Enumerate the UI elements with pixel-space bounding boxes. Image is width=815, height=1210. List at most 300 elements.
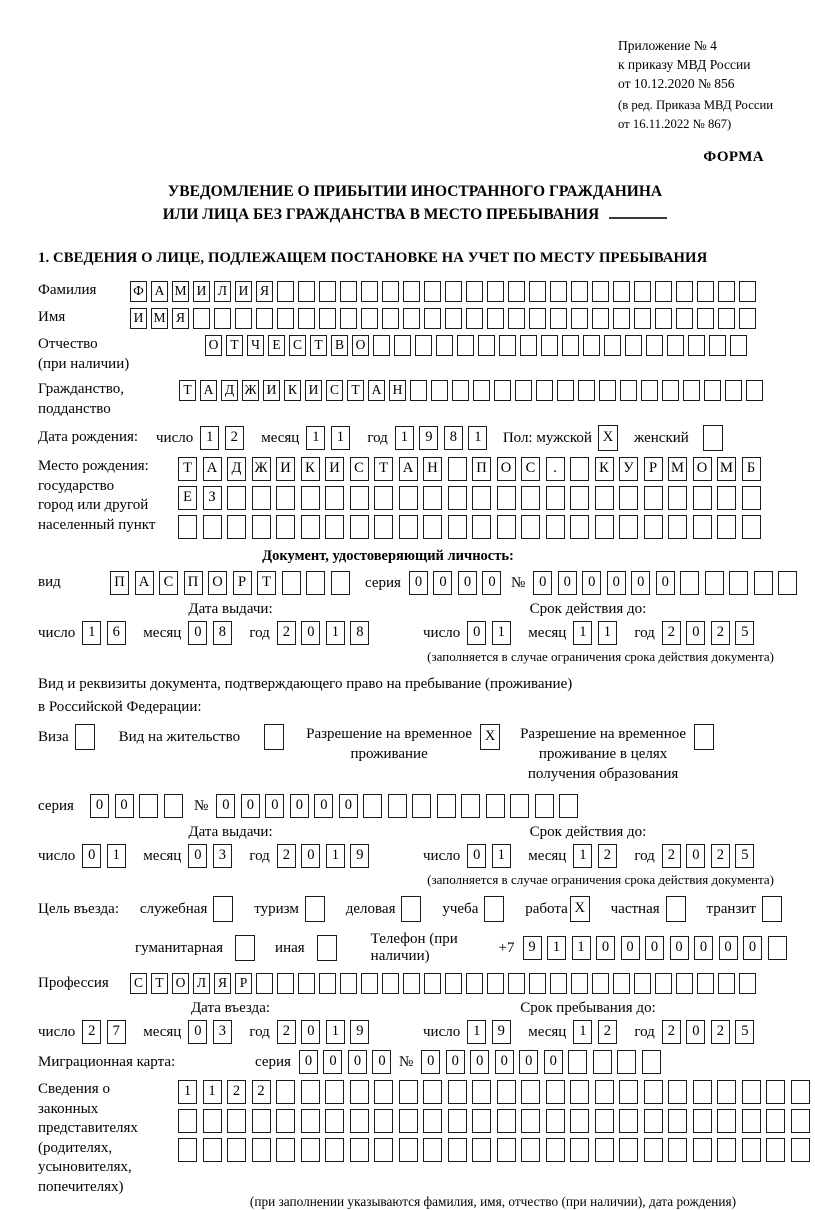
- char-cell[interactable]: 2: [662, 621, 681, 645]
- char-cell[interactable]: [374, 515, 393, 539]
- char-cell[interactable]: Е: [178, 486, 197, 510]
- char-cell[interactable]: [550, 281, 567, 302]
- char-cell[interactable]: 1: [573, 844, 592, 868]
- char-cell[interactable]: [227, 486, 246, 510]
- char-cell[interactable]: [592, 281, 609, 302]
- char-cell[interactable]: 0: [323, 1050, 342, 1074]
- char-cell[interactable]: Т: [226, 335, 243, 356]
- purpose-study-checkbox[interactable]: [484, 896, 504, 922]
- char-cell[interactable]: 0: [301, 844, 320, 868]
- char-cell[interactable]: [730, 335, 747, 356]
- char-cell[interactable]: [595, 1138, 614, 1162]
- char-cell[interactable]: [571, 308, 588, 329]
- char-cell[interactable]: [619, 1138, 638, 1162]
- char-cell[interactable]: [521, 1109, 540, 1133]
- char-cell[interactable]: Т: [178, 457, 197, 481]
- char-cell[interactable]: 8: [444, 426, 463, 450]
- char-cell[interactable]: [546, 1138, 565, 1162]
- char-cell[interactable]: [693, 1080, 712, 1104]
- char-cell[interactable]: О: [205, 335, 222, 356]
- char-cell[interactable]: [424, 973, 441, 994]
- char-cell[interactable]: П: [472, 457, 491, 481]
- char-cell[interactable]: [423, 486, 442, 510]
- char-cell[interactable]: 0: [241, 794, 260, 818]
- char-cell[interactable]: 2: [662, 844, 681, 868]
- char-cell[interactable]: [508, 973, 525, 994]
- char-cell[interactable]: 6: [107, 621, 126, 645]
- char-cell[interactable]: [350, 515, 369, 539]
- purpose-private-checkbox[interactable]: [666, 896, 686, 922]
- char-cell[interactable]: [739, 281, 756, 302]
- char-cell[interactable]: [403, 973, 420, 994]
- char-cell[interactable]: 8: [213, 621, 232, 645]
- char-cell[interactable]: [424, 308, 441, 329]
- char-cell[interactable]: [570, 1138, 589, 1162]
- char-cell[interactable]: [374, 1080, 393, 1104]
- char-cell[interactable]: 0: [188, 621, 207, 645]
- char-cell[interactable]: 0: [314, 794, 333, 818]
- char-cell[interactable]: [276, 515, 295, 539]
- char-cell[interactable]: [704, 380, 721, 401]
- char-cell[interactable]: .: [546, 457, 565, 481]
- char-cell[interactable]: [536, 380, 553, 401]
- char-cell[interactable]: 3: [213, 844, 232, 868]
- char-cell[interactable]: [276, 1138, 295, 1162]
- char-cell[interactable]: 1: [572, 936, 591, 960]
- char-cell[interactable]: [619, 1109, 638, 1133]
- char-cell[interactable]: 2: [711, 844, 730, 868]
- char-cell[interactable]: В: [331, 335, 348, 356]
- char-cell[interactable]: 1: [331, 426, 350, 450]
- char-cell[interactable]: 3: [213, 1020, 232, 1044]
- char-cell[interactable]: [497, 515, 516, 539]
- char-cell[interactable]: Т: [179, 380, 196, 401]
- char-cell[interactable]: [331, 571, 350, 595]
- char-cell[interactable]: О: [352, 335, 369, 356]
- char-cell[interactable]: [448, 457, 467, 481]
- char-cell[interactable]: [301, 486, 320, 510]
- char-cell[interactable]: [613, 281, 630, 302]
- char-cell[interactable]: [277, 281, 294, 302]
- char-cell[interactable]: [203, 1109, 222, 1133]
- char-cell[interactable]: [497, 1109, 516, 1133]
- char-cell[interactable]: [697, 973, 714, 994]
- char-cell[interactable]: [693, 1138, 712, 1162]
- char-cell[interactable]: [399, 486, 418, 510]
- char-cell[interactable]: С: [159, 571, 178, 595]
- char-cell[interactable]: 0: [265, 794, 284, 818]
- char-cell[interactable]: 1: [573, 621, 592, 645]
- char-cell[interactable]: [644, 1109, 663, 1133]
- char-cell[interactable]: [693, 486, 712, 510]
- char-cell[interactable]: [214, 308, 231, 329]
- char-cell[interactable]: [742, 1109, 761, 1133]
- char-cell[interactable]: Т: [310, 335, 327, 356]
- char-cell[interactable]: 0: [533, 571, 552, 595]
- char-cell[interactable]: 0: [621, 936, 640, 960]
- char-cell[interactable]: П: [110, 571, 129, 595]
- char-cell[interactable]: [557, 380, 574, 401]
- char-cell[interactable]: [742, 515, 761, 539]
- char-cell[interactable]: О: [208, 571, 227, 595]
- char-cell[interactable]: [592, 308, 609, 329]
- char-cell[interactable]: И: [325, 457, 344, 481]
- char-cell[interactable]: [235, 308, 252, 329]
- char-cell[interactable]: [529, 281, 546, 302]
- char-cell[interactable]: И: [276, 457, 295, 481]
- char-cell[interactable]: [252, 1138, 271, 1162]
- char-cell[interactable]: 0: [188, 844, 207, 868]
- char-cell[interactable]: М: [717, 457, 736, 481]
- char-cell[interactable]: [256, 973, 273, 994]
- char-cell[interactable]: А: [200, 380, 217, 401]
- char-cell[interactable]: [494, 380, 511, 401]
- char-cell[interactable]: [472, 486, 491, 510]
- char-cell[interactable]: [546, 486, 565, 510]
- char-cell[interactable]: [791, 1109, 810, 1133]
- char-cell[interactable]: 2: [82, 1020, 101, 1044]
- char-cell[interactable]: 1: [598, 621, 617, 645]
- char-cell[interactable]: 2: [711, 621, 730, 645]
- char-cell[interactable]: С: [350, 457, 369, 481]
- char-cell[interactable]: 1: [573, 1020, 592, 1044]
- char-cell[interactable]: М: [172, 281, 189, 302]
- char-cell[interactable]: О: [693, 457, 712, 481]
- char-cell[interactable]: [276, 486, 295, 510]
- char-cell[interactable]: [570, 457, 589, 481]
- char-cell[interactable]: К: [595, 457, 614, 481]
- char-cell[interactable]: [325, 486, 344, 510]
- char-cell[interactable]: [559, 794, 578, 818]
- char-cell[interactable]: [644, 1080, 663, 1104]
- purpose-tourism-checkbox[interactable]: [305, 896, 325, 922]
- char-cell[interactable]: 9: [419, 426, 438, 450]
- char-cell[interactable]: [298, 308, 315, 329]
- char-cell[interactable]: [325, 1080, 344, 1104]
- char-cell[interactable]: С: [521, 457, 540, 481]
- char-cell[interactable]: [515, 380, 532, 401]
- char-cell[interactable]: [746, 380, 763, 401]
- char-cell[interactable]: [568, 1050, 587, 1074]
- char-cell[interactable]: [298, 281, 315, 302]
- char-cell[interactable]: П: [184, 571, 203, 595]
- char-cell[interactable]: [655, 281, 672, 302]
- char-cell[interactable]: [497, 1138, 516, 1162]
- char-cell[interactable]: Ж: [252, 457, 271, 481]
- sex-male-checkbox[interactable]: X: [598, 425, 618, 451]
- char-cell[interactable]: [448, 515, 467, 539]
- char-cell[interactable]: 0: [216, 794, 235, 818]
- char-cell[interactable]: [203, 1138, 222, 1162]
- char-cell[interactable]: [276, 1080, 295, 1104]
- char-cell[interactable]: [448, 1080, 467, 1104]
- char-cell[interactable]: [436, 335, 453, 356]
- char-cell[interactable]: Ч: [247, 335, 264, 356]
- char-cell[interactable]: А: [135, 571, 154, 595]
- char-cell[interactable]: 0: [519, 1050, 538, 1074]
- char-cell[interactable]: 1: [326, 844, 345, 868]
- char-cell[interactable]: 2: [225, 426, 244, 450]
- char-cell[interactable]: [399, 1138, 418, 1162]
- char-cell[interactable]: [571, 973, 588, 994]
- purpose-work-checkbox[interactable]: X: [570, 896, 590, 922]
- char-cell[interactable]: 0: [544, 1050, 563, 1074]
- char-cell[interactable]: 1: [203, 1080, 222, 1104]
- char-cell[interactable]: [282, 571, 301, 595]
- char-cell[interactable]: [791, 1080, 810, 1104]
- char-cell[interactable]: [319, 281, 336, 302]
- char-cell[interactable]: [791, 1138, 810, 1162]
- char-cell[interactable]: [486, 794, 505, 818]
- char-cell[interactable]: [739, 308, 756, 329]
- char-cell[interactable]: [529, 973, 546, 994]
- char-cell[interactable]: [644, 486, 663, 510]
- char-cell[interactable]: 0: [188, 1020, 207, 1044]
- char-cell[interactable]: [448, 486, 467, 510]
- char-cell[interactable]: [717, 1138, 736, 1162]
- char-cell[interactable]: Т: [347, 380, 364, 401]
- char-cell[interactable]: [705, 571, 724, 595]
- char-cell[interactable]: 7: [107, 1020, 126, 1044]
- char-cell[interactable]: [423, 1109, 442, 1133]
- char-cell[interactable]: [193, 308, 210, 329]
- char-cell[interactable]: [350, 1138, 369, 1162]
- char-cell[interactable]: [676, 281, 693, 302]
- char-cell[interactable]: [541, 335, 558, 356]
- char-cell[interactable]: [604, 335, 621, 356]
- char-cell[interactable]: 2: [277, 844, 296, 868]
- char-cell[interactable]: [778, 571, 797, 595]
- char-cell[interactable]: [445, 308, 462, 329]
- char-cell[interactable]: О: [172, 973, 189, 994]
- char-cell[interactable]: 0: [694, 936, 713, 960]
- char-cell[interactable]: 0: [596, 936, 615, 960]
- char-cell[interactable]: 0: [482, 571, 501, 595]
- char-cell[interactable]: [361, 308, 378, 329]
- char-cell[interactable]: [487, 308, 504, 329]
- char-cell[interactable]: [466, 281, 483, 302]
- char-cell[interactable]: [546, 1080, 565, 1104]
- char-cell[interactable]: [350, 1109, 369, 1133]
- char-cell[interactable]: 2: [598, 844, 617, 868]
- char-cell[interactable]: [644, 1138, 663, 1162]
- char-cell[interactable]: [529, 308, 546, 329]
- char-cell[interactable]: [718, 973, 735, 994]
- char-cell[interactable]: 0: [339, 794, 358, 818]
- char-cell[interactable]: [301, 1109, 320, 1133]
- char-cell[interactable]: [399, 1080, 418, 1104]
- char-cell[interactable]: [641, 380, 658, 401]
- char-cell[interactable]: [437, 794, 456, 818]
- char-cell[interactable]: [403, 308, 420, 329]
- char-cell[interactable]: С: [326, 380, 343, 401]
- char-cell[interactable]: Ф: [130, 281, 147, 302]
- char-cell[interactable]: [667, 335, 684, 356]
- char-cell[interactable]: [570, 1080, 589, 1104]
- char-cell[interactable]: [718, 281, 735, 302]
- char-cell[interactable]: 1: [492, 621, 511, 645]
- visa-checkbox[interactable]: [75, 724, 95, 750]
- char-cell[interactable]: 1: [547, 936, 566, 960]
- char-cell[interactable]: [252, 1109, 271, 1133]
- purpose-transit-checkbox[interactable]: [762, 896, 782, 922]
- char-cell[interactable]: 0: [348, 1050, 367, 1074]
- char-cell[interactable]: [617, 1050, 636, 1074]
- char-cell[interactable]: [431, 380, 448, 401]
- char-cell[interactable]: [676, 973, 693, 994]
- char-cell[interactable]: [319, 308, 336, 329]
- char-cell[interactable]: И: [235, 281, 252, 302]
- char-cell[interactable]: [340, 973, 357, 994]
- char-cell[interactable]: [521, 515, 540, 539]
- purpose-official-checkbox[interactable]: [213, 896, 233, 922]
- char-cell[interactable]: Р: [644, 457, 663, 481]
- char-cell[interactable]: 1: [82, 621, 101, 645]
- char-cell[interactable]: 8: [350, 621, 369, 645]
- char-cell[interactable]: М: [151, 308, 168, 329]
- char-cell[interactable]: 0: [90, 794, 109, 818]
- char-cell[interactable]: [546, 1109, 565, 1133]
- char-cell[interactable]: [688, 335, 705, 356]
- char-cell[interactable]: [595, 1080, 614, 1104]
- char-cell[interactable]: [499, 335, 516, 356]
- char-cell[interactable]: 0: [446, 1050, 465, 1074]
- char-cell[interactable]: 0: [582, 571, 601, 595]
- char-cell[interactable]: [521, 1138, 540, 1162]
- char-cell[interactable]: [550, 308, 567, 329]
- char-cell[interactable]: [461, 794, 480, 818]
- char-cell[interactable]: [457, 335, 474, 356]
- char-cell[interactable]: 0: [631, 571, 650, 595]
- char-cell[interactable]: [717, 1109, 736, 1133]
- char-cell[interactable]: К: [284, 380, 301, 401]
- char-cell[interactable]: О: [497, 457, 516, 481]
- char-cell[interactable]: [277, 973, 294, 994]
- char-cell[interactable]: [472, 1109, 491, 1133]
- char-cell[interactable]: [276, 1109, 295, 1133]
- char-cell[interactable]: 1: [200, 426, 219, 450]
- char-cell[interactable]: [256, 308, 273, 329]
- char-cell[interactable]: 0: [82, 844, 101, 868]
- char-cell[interactable]: [350, 1080, 369, 1104]
- char-cell[interactable]: [508, 308, 525, 329]
- char-cell[interactable]: Л: [214, 281, 231, 302]
- char-cell[interactable]: [717, 1080, 736, 1104]
- char-cell[interactable]: [768, 936, 787, 960]
- char-cell[interactable]: 0: [686, 621, 705, 645]
- char-cell[interactable]: [693, 1109, 712, 1133]
- char-cell[interactable]: [613, 308, 630, 329]
- char-cell[interactable]: [388, 794, 407, 818]
- char-cell[interactable]: Т: [257, 571, 276, 595]
- char-cell[interactable]: [668, 486, 687, 510]
- char-cell[interactable]: [676, 308, 693, 329]
- char-cell[interactable]: [412, 794, 431, 818]
- char-cell[interactable]: 0: [607, 571, 626, 595]
- char-cell[interactable]: [178, 515, 197, 539]
- char-cell[interactable]: [325, 1109, 344, 1133]
- char-cell[interactable]: Р: [235, 973, 252, 994]
- char-cell[interactable]: Н: [423, 457, 442, 481]
- char-cell[interactable]: 0: [372, 1050, 391, 1074]
- char-cell[interactable]: [521, 1080, 540, 1104]
- char-cell[interactable]: У: [619, 457, 638, 481]
- char-cell[interactable]: [570, 1109, 589, 1133]
- char-cell[interactable]: [487, 973, 504, 994]
- char-cell[interactable]: [227, 515, 246, 539]
- char-cell[interactable]: [298, 973, 315, 994]
- purpose-other-checkbox[interactable]: [317, 935, 337, 961]
- char-cell[interactable]: [619, 486, 638, 510]
- char-cell[interactable]: [520, 335, 537, 356]
- char-cell[interactable]: Я: [214, 973, 231, 994]
- char-cell[interactable]: 0: [409, 571, 428, 595]
- char-cell[interactable]: [472, 515, 491, 539]
- char-cell[interactable]: 0: [686, 1020, 705, 1044]
- char-cell[interactable]: 9: [492, 1020, 511, 1044]
- char-cell[interactable]: [619, 515, 638, 539]
- char-cell[interactable]: Д: [221, 380, 238, 401]
- char-cell[interactable]: [227, 1138, 246, 1162]
- char-cell[interactable]: [625, 335, 642, 356]
- char-cell[interactable]: [252, 515, 271, 539]
- char-cell[interactable]: 0: [290, 794, 309, 818]
- char-cell[interactable]: [374, 1138, 393, 1162]
- char-cell[interactable]: [448, 1138, 467, 1162]
- char-cell[interactable]: 2: [277, 1020, 296, 1044]
- char-cell[interactable]: [472, 1080, 491, 1104]
- char-cell[interactable]: А: [368, 380, 385, 401]
- char-cell[interactable]: [452, 380, 469, 401]
- char-cell[interactable]: [340, 281, 357, 302]
- char-cell[interactable]: И: [193, 281, 210, 302]
- char-cell[interactable]: [466, 973, 483, 994]
- char-cell[interactable]: 5: [735, 844, 754, 868]
- char-cell[interactable]: [570, 515, 589, 539]
- char-cell[interactable]: [394, 335, 411, 356]
- char-cell[interactable]: 0: [301, 1020, 320, 1044]
- char-cell[interactable]: Т: [151, 973, 168, 994]
- char-cell[interactable]: [410, 380, 427, 401]
- char-cell[interactable]: [550, 973, 567, 994]
- char-cell[interactable]: 1: [468, 426, 487, 450]
- char-cell[interactable]: И: [130, 308, 147, 329]
- char-cell[interactable]: [325, 515, 344, 539]
- char-cell[interactable]: [668, 1109, 687, 1133]
- char-cell[interactable]: [361, 973, 378, 994]
- char-cell[interactable]: [306, 571, 325, 595]
- char-cell[interactable]: 2: [277, 621, 296, 645]
- char-cell[interactable]: 0: [558, 571, 577, 595]
- char-cell[interactable]: [203, 515, 222, 539]
- char-cell[interactable]: [178, 1138, 197, 1162]
- char-cell[interactable]: М: [668, 457, 687, 481]
- char-cell[interactable]: [634, 281, 651, 302]
- char-cell[interactable]: 1: [107, 844, 126, 868]
- char-cell[interactable]: [497, 1080, 516, 1104]
- char-cell[interactable]: [742, 1080, 761, 1104]
- char-cell[interactable]: [178, 1109, 197, 1133]
- char-cell[interactable]: [139, 794, 158, 818]
- char-cell[interactable]: [766, 1080, 785, 1104]
- char-cell[interactable]: А: [151, 281, 168, 302]
- char-cell[interactable]: [717, 515, 736, 539]
- char-cell[interactable]: [423, 1138, 442, 1162]
- char-cell[interactable]: [642, 1050, 661, 1074]
- char-cell[interactable]: [382, 973, 399, 994]
- char-cell[interactable]: [668, 1138, 687, 1162]
- char-cell[interactable]: [325, 1138, 344, 1162]
